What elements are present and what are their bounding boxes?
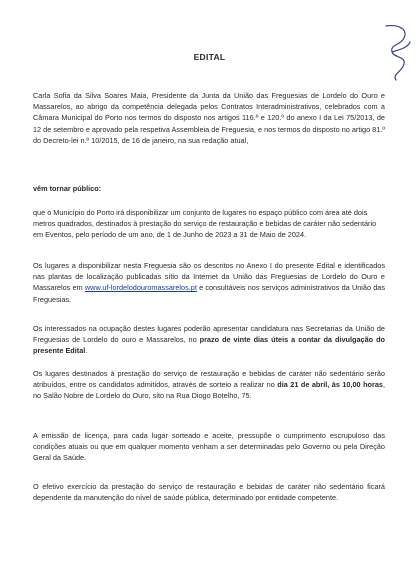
paragraph-3: Os interessados na ocupação destes lugares poderão apresentar candidatura nas Secretarias da União de Freguesias de Lordelo do ouro e Massarelos, no prazo de vinte dias úteis a contar da divulgação do presente Edital.: [33, 324, 385, 356]
document-title: EDITAL: [193, 52, 226, 62]
deadline-text: prazo de vinte dias úteis a contar da divulgação do presente Edital: [33, 335, 385, 356]
paragraph-2: Os lugares a disponibilizar nesta Freguesia são os descritos no Anexo I do presente Edital e identificados nas plantas de localização publicadas sítio da Internet da União das Freguesias de Lordelo do Ouro e Massarelos em www.uf-lordelodouromassarelos.pt e consultáveis nos serviços administrativos da União das Freguesias.: [33, 261, 385, 304]
paragraph-5: A emissão de licença, para cada lugar sorteado e aceite, pressupõe o cumprimento escrupuloso das condições atuais ou que em qualquer momento venham a ser determinadas pelo Governo ou pela Direção Geral da Saúde.: [33, 431, 385, 463]
announcement-heading: vêm tornar público:: [33, 184, 102, 193]
website-link[interactable]: www.uf-lordelodouromassarelos.pt: [84, 283, 197, 293]
intro-paragraph: Carla Sofia da Silva Soares Maia, Presidente da Junta da União das Freguesias de Lordelo do Ouro e Massarelos, ao abrigo da competência delegada pelos Contratos Interadministrativos, celebrados com a Câmara Municipal do Porto nos termos do disposto nos artigos 116.º e 120.º do anexo I da Lei 75/2013, de 12 de setembro e aprovado pela respetiva Assembleia de Freguesia, e nos termos do disposto no artigo 81.º do Decreto-lei n.º 10/2015, de 16 de janeiro, na sua redação atual,: [33, 91, 385, 145]
paragraph-6: O efetivo exercício da prestação do serviço de restauração e bebidas de caráter não sedentário ficará dependente da manutenção do nível de saúde pública, determinado por entidade competente.: [33, 482, 385, 503]
paragraph-4: Os lugares destinados à prestação do serviço de restauração e bebidas de caráter não sedentário serão atribuídos, entre os candidatos admitidos, através de sorteio a realizar no dia 21 de abril, às 10,00 horas, no Salão Nobre de Lordelo do Ouro, sito na Rua Diogo Botelho, 75.: [33, 369, 385, 401]
paragraph-1: que o Município do Porto irá disponibilizar um conjunto de lugares no espaço público com área até dois metros quadrados, destinados à prestação do serviço de restauração e bebidas de caráter não sedentário em Eventos, pelo período de um ano, de 1 de Junho de 2023 a 31 de Maio de 2024.: [33, 208, 377, 240]
draw-date-text: dia 21 de abril, às 10,00 horas: [277, 380, 383, 390]
